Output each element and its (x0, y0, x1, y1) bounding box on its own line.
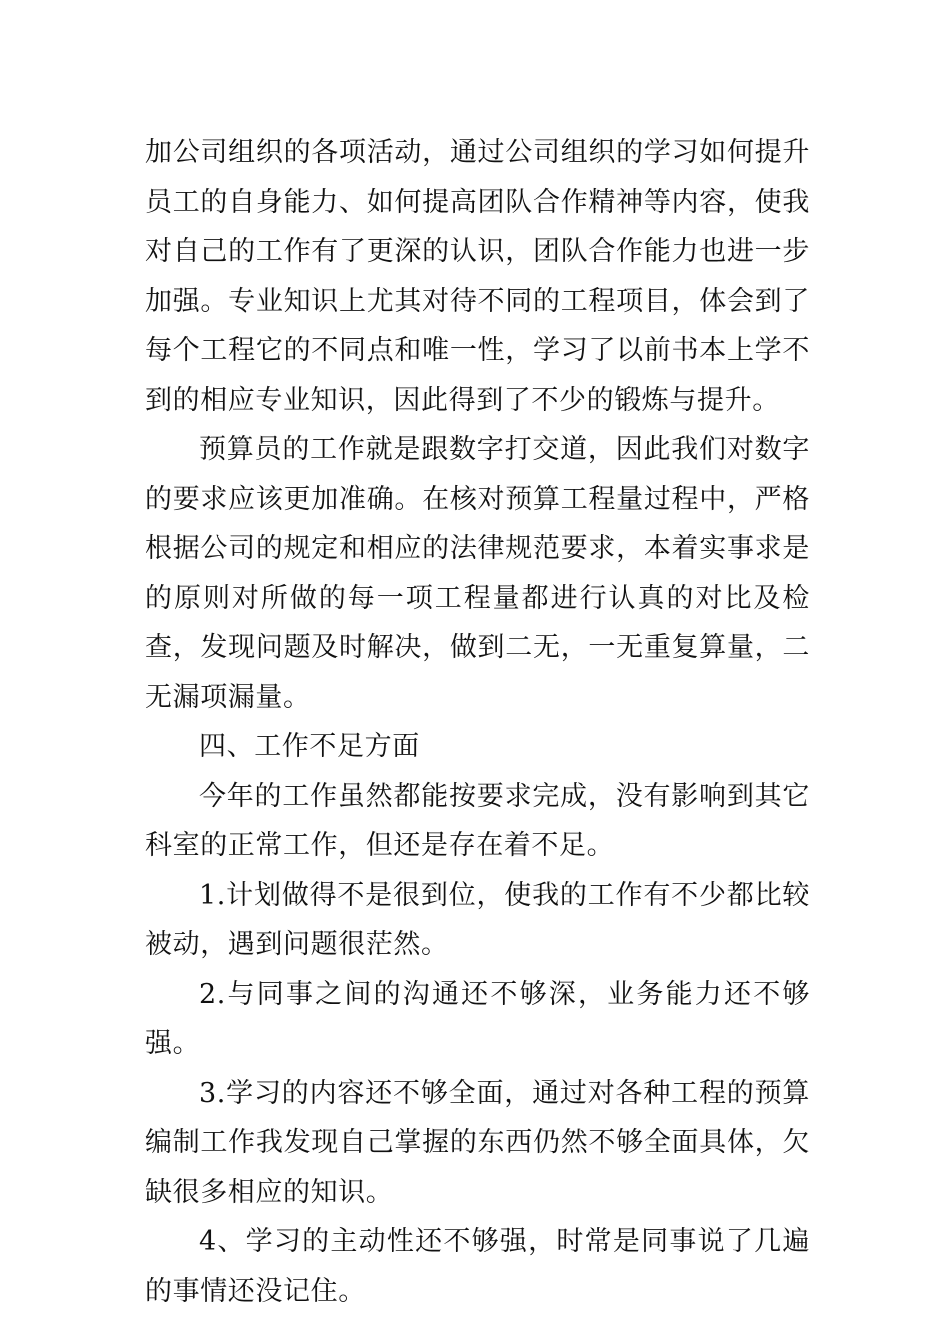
list-item-1: 1.计划做得不是很到位，使我的工作有不少都比较被动，遇到问题很茫然。 (145, 879, 810, 960)
document-body (145, 128, 810, 1316)
section-heading-shortcomings: 四、工作不足方面 (199, 731, 420, 762)
list-item-3: 3.学习的内容还不够全面，通过对各种工程的预算编制工作我发现自己掌握的东西仍然不够全面具体，欠缺很多相应的知识。 (145, 1077, 810, 1208)
list-item-2: 2.与同事之间的沟通还不够深，业务能力还不够强。 (145, 978, 810, 1059)
paragraph-continued: 加公司组织的各项活动，通过公司组织的学习如何提升员工的自身能力、如何提高团队合作精神等内容，使我对自己的工作有了更深的认识，团队合作能力也进一步加强。专业知识上尤其对待不同的工程项目，体会到了每个工程它的不同点和唯一性，学习了以前书本上学不到的相应专业知识，因此得到了不少的锻炼与提升。 (145, 137, 810, 416)
paragraph-budget-work: 预算员的工作就是跟数字打交道，因此我们对数字的要求应该更加准确。在核对预算工程量过程中，严格根据公司的规定和相应的法律规范要求，本着实事求是的原则对所做的每一项工程量都进行认真的对比及检查，发现问题及时解决，做到二无，一无重复算量，二无漏项漏量。 (145, 434, 810, 713)
list-item-4: 4、学习的主动性还不够强，时常是同事说了几遍的事情还没记住。 (145, 1226, 810, 1307)
paragraph-shortcomings-intro: 今年的工作虽然都能按要求完成，没有影响到其它科室的正常工作，但还是存在着不足。 (145, 780, 810, 861)
